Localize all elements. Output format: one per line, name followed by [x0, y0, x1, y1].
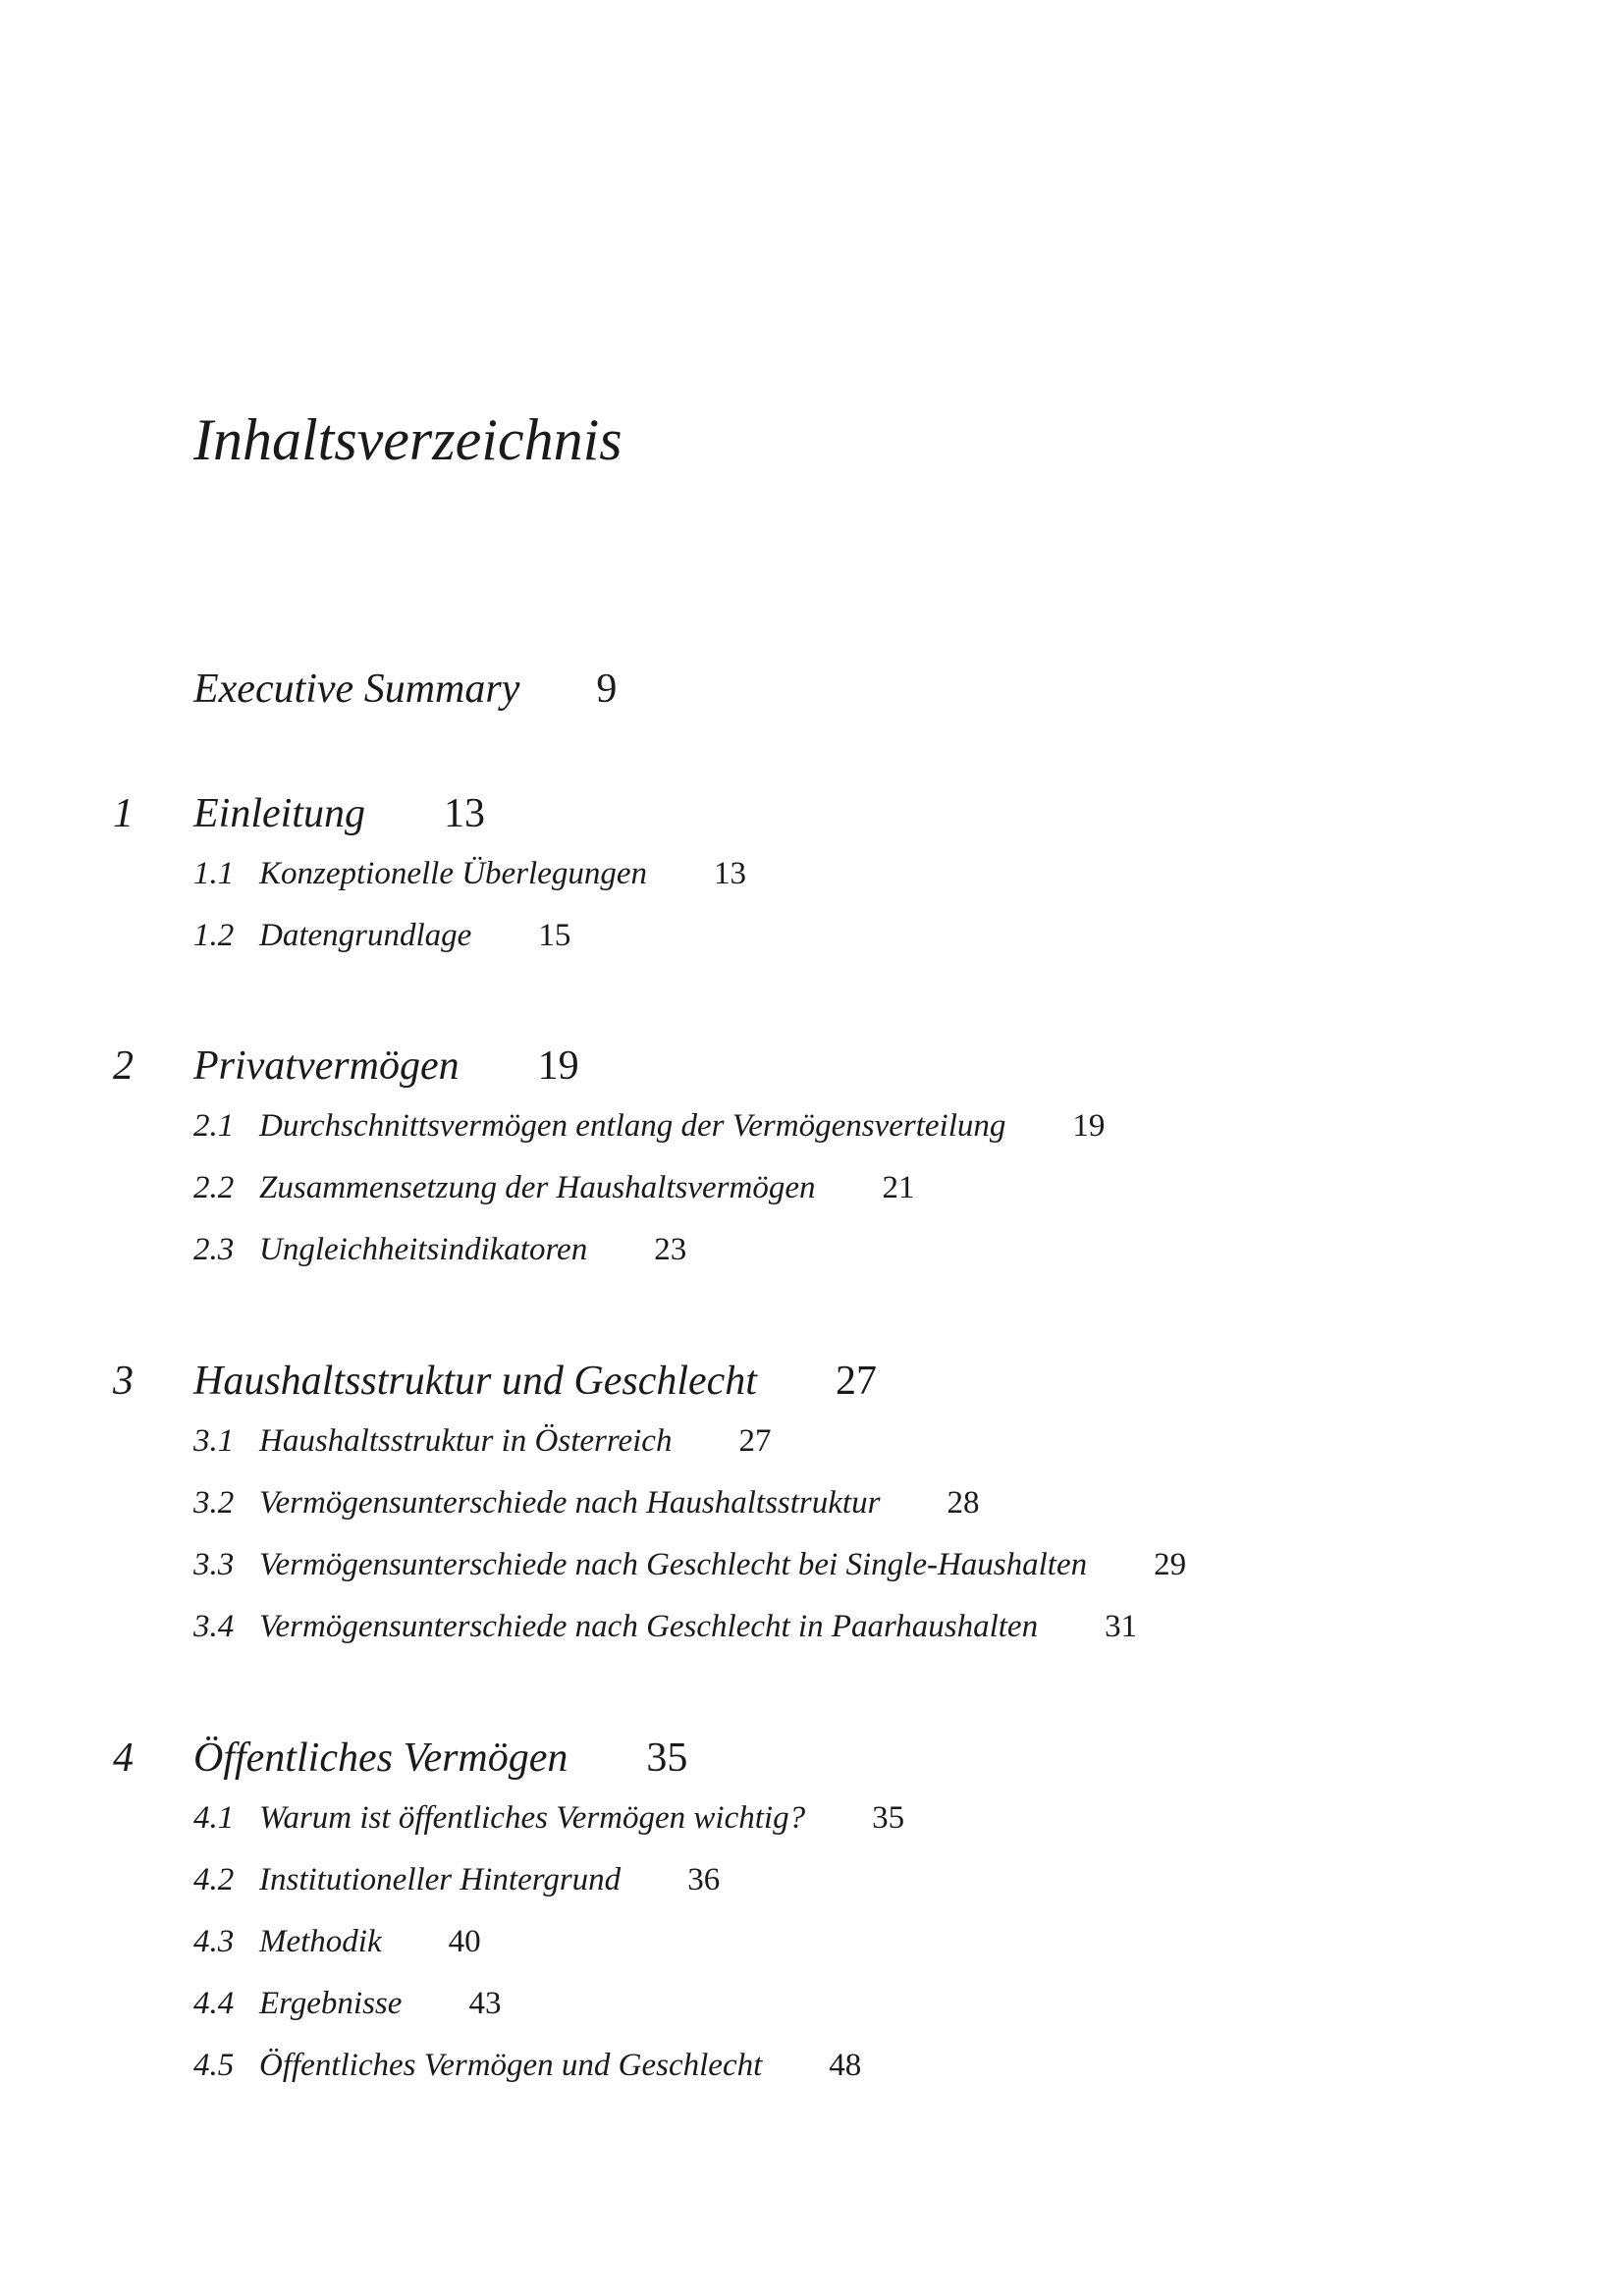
section-title: Vermögensunterschiede nach Geschlecht bei Single-Haushalten [259, 1547, 1088, 1582]
chapter-page: 13 [443, 791, 485, 836]
toc-chapter-heading[interactable] [0, 785, 1624, 844]
chapter-title: Öffentliches Vermögen [193, 1735, 568, 1781]
section-page: 15 [538, 918, 571, 953]
toc-section[interactable] [0, 1974, 1624, 2036]
section-page: 13 [714, 856, 747, 891]
section-title: Durchschnittsvermögen entlang der Vermögensverteilung [259, 1108, 1006, 1144]
section-number: 2.3 [193, 1232, 235, 1267]
section-number: 4.2 [193, 1862, 235, 1897]
section-number: 3.3 [193, 1547, 235, 1582]
toc-chapter-3 [0, 1353, 1624, 1659]
section-title: Methodik [259, 1924, 382, 1959]
chapter-number: 2 [113, 1043, 134, 1089]
section-title: Haushaltsstruktur in Österreich [259, 1423, 673, 1459]
toc-section[interactable] [0, 844, 1624, 906]
toc-entry-executive-summary[interactable] [193, 668, 617, 710]
toc-chapter-heading[interactable] [0, 1038, 1624, 1096]
section-title: Ergebnisse [259, 1986, 403, 2021]
toc-chapter-heading[interactable] [0, 1730, 1624, 1789]
toc-entry-page: 9 [596, 667, 618, 712]
section-title: Vermögensunterschiede nach Haushaltsstruktur [259, 1485, 881, 1521]
section-title: Konzeptionelle Überlegungen [259, 856, 648, 891]
chapter-number: 4 [113, 1735, 134, 1781]
chapter-title: Privatvermögen [193, 1043, 460, 1089]
section-page: 28 [947, 1485, 980, 1521]
section-number: 4.4 [193, 1986, 235, 2021]
section-title: Zusammensetzung der Haushaltsvermögen [259, 1170, 816, 1205]
page-title: Inhaltsverzeichnis [193, 407, 623, 472]
section-page: 31 [1105, 1609, 1138, 1644]
toc-section[interactable] [0, 1789, 1624, 1850]
chapter-number: 3 [113, 1359, 134, 1404]
toc-chapter-4 [0, 1730, 1624, 2098]
section-number: 1.1 [193, 856, 235, 891]
toc-section[interactable] [0, 2036, 1624, 2098]
section-number: 2.1 [193, 1108, 235, 1144]
section-page: 21 [882, 1170, 915, 1205]
section-number: 4.3 [193, 1924, 235, 1959]
chapter-title: Haushaltsstruktur und Geschlecht [193, 1359, 757, 1404]
section-page: 29 [1154, 1547, 1187, 1582]
toc-section[interactable] [0, 1220, 1624, 1282]
section-page: 40 [448, 1924, 481, 1959]
section-number: 4.1 [193, 1800, 235, 1836]
toc-section[interactable] [0, 1412, 1624, 1473]
section-page: 23 [654, 1232, 687, 1267]
section-title: Warum ist öffentliches Vermögen wichtig? [259, 1800, 806, 1836]
section-number: 3.1 [193, 1423, 235, 1459]
toc-entry-title: Executive Summary [193, 667, 520, 712]
chapter-number: 1 [113, 791, 134, 836]
chapter-page: 19 [537, 1043, 579, 1089]
section-page: 36 [687, 1862, 721, 1897]
section-page: 19 [1072, 1108, 1106, 1144]
section-number: 3.2 [193, 1485, 235, 1521]
toc-chapter-heading[interactable] [0, 1353, 1624, 1412]
section-title: Öffentliches Vermögen und Geschlecht [259, 2048, 763, 2083]
section-title: Datengrundlage [259, 918, 472, 953]
section-number: 4.5 [193, 2048, 235, 2083]
toc-section[interactable] [0, 1158, 1624, 1220]
chapter-page: 27 [835, 1359, 877, 1404]
section-title: Ungleichheitsindikatoren [259, 1232, 588, 1267]
toc-section[interactable] [0, 1597, 1624, 1659]
section-page: 43 [468, 1986, 502, 2021]
toc-section[interactable] [0, 1535, 1624, 1597]
chapter-page: 35 [646, 1735, 688, 1781]
section-page: 48 [829, 2048, 862, 2083]
section-number: 2.2 [193, 1170, 235, 1205]
toc-section[interactable] [0, 906, 1624, 968]
toc-section[interactable] [0, 1912, 1624, 1974]
toc-section[interactable] [0, 1096, 1624, 1158]
toc-chapter-2 [0, 1038, 1624, 1282]
toc-section[interactable] [0, 1473, 1624, 1535]
section-page: 35 [872, 1800, 905, 1836]
section-title: Vermögensunterschiede nach Geschlecht in Paarhaushalten [259, 1609, 1039, 1644]
toc-section[interactable] [0, 1850, 1624, 1912]
chapter-title: Einleitung [193, 791, 365, 836]
section-title: Institutioneller Hintergrund [259, 1862, 622, 1897]
section-page: 27 [738, 1423, 772, 1459]
section-number: 1.2 [193, 918, 235, 953]
toc-chapter-1 [0, 785, 1624, 968]
section-number: 3.4 [193, 1609, 235, 1644]
